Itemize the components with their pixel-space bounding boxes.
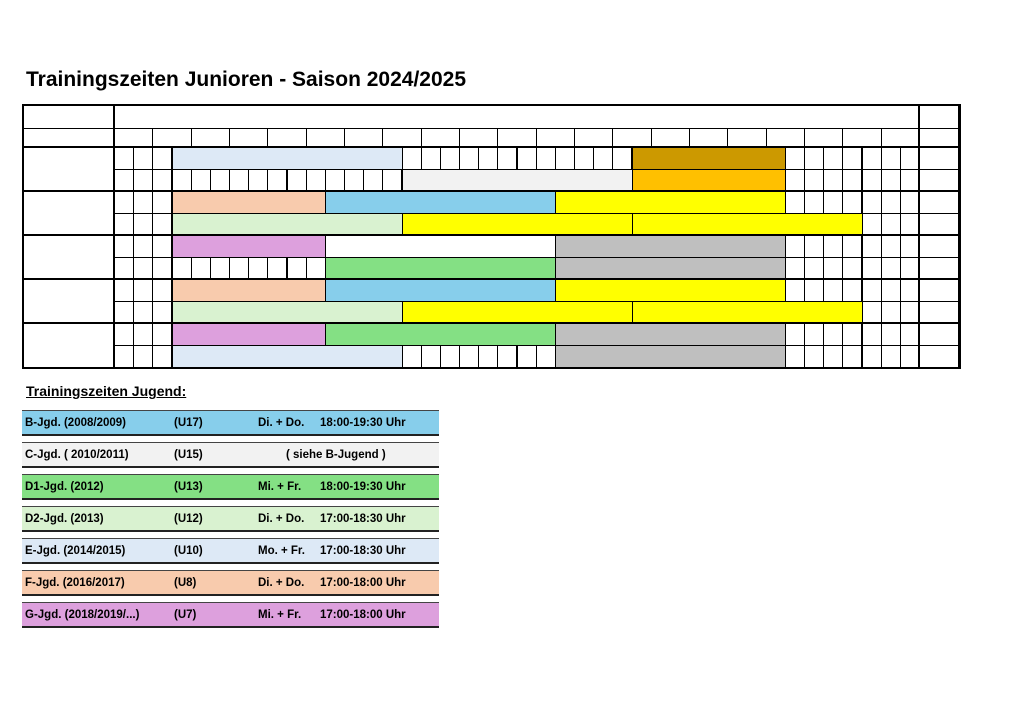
table-border [918, 104, 920, 369]
training-block [325, 235, 556, 258]
training-block [632, 147, 786, 170]
empty-slot [497, 147, 517, 170]
youth-heading: Trainingszeiten Jugend: [26, 383, 187, 399]
field-half-label [919, 257, 959, 280]
training-time: 18:00-19:30 Uhr [320, 481, 406, 493]
empty-slot [114, 301, 134, 324]
empty-slot [862, 147, 882, 170]
training-time: 17:00-18:30 Uhr [320, 545, 406, 557]
header-field-label [919, 105, 959, 129]
empty-slot [402, 345, 422, 368]
empty-slot [804, 191, 824, 214]
empty-slot [900, 191, 920, 214]
empty-slot [574, 147, 594, 170]
empty-slot [421, 147, 441, 170]
empty-slot [152, 169, 172, 192]
empty-slot [133, 169, 153, 192]
field-half-label [919, 235, 959, 258]
empty-slot [440, 147, 460, 170]
empty-slot [133, 301, 153, 324]
time-header-cell [306, 128, 345, 148]
empty-slot [114, 257, 134, 280]
empty-slot [536, 147, 556, 170]
empty-slot [842, 323, 862, 346]
empty-slot [804, 235, 824, 258]
empty-slot [133, 147, 153, 170]
empty-slot [133, 213, 153, 236]
table-border [959, 104, 961, 369]
empty-slot [881, 323, 901, 346]
time-header-cell [766, 128, 805, 148]
empty-slot [172, 257, 192, 280]
training-block [555, 257, 786, 280]
field-half-label [919, 191, 959, 214]
time-header-cell [267, 128, 306, 148]
empty-slot [842, 345, 862, 368]
empty-slot [133, 279, 153, 302]
training-block [172, 301, 403, 324]
age-group: (U12) [174, 513, 203, 525]
field-half-label [919, 169, 959, 192]
empty-slot [287, 257, 307, 280]
training-days: Di. + Do. [258, 513, 305, 525]
empty-slot [133, 345, 153, 368]
empty-slot [210, 169, 230, 192]
empty-slot [900, 257, 920, 280]
youth-row [22, 474, 439, 500]
empty-slot [306, 257, 326, 280]
empty-slot [900, 279, 920, 302]
empty-slot [900, 235, 920, 258]
empty-slot [785, 191, 805, 214]
team-name: D1-Jgd. (2012) [25, 481, 104, 493]
empty-slot [785, 345, 805, 368]
empty-slot [191, 257, 211, 280]
empty-slot [881, 279, 901, 302]
table-border [22, 104, 24, 369]
empty-slot [133, 257, 153, 280]
empty-slot [172, 169, 192, 192]
time-header-cell [152, 128, 191, 148]
empty-slot [785, 323, 805, 346]
empty-slot [382, 169, 402, 192]
empty-slot [881, 213, 901, 236]
training-block [172, 323, 326, 346]
day-separator [22, 146, 961, 148]
empty-slot [152, 345, 172, 368]
empty-slot [152, 191, 172, 214]
time-header-cell [881, 128, 920, 148]
empty-slot [306, 169, 326, 192]
empty-slot [191, 169, 211, 192]
day-separator [22, 190, 961, 192]
table-border [22, 367, 961, 369]
time-header-cell [114, 128, 153, 148]
empty-slot [152, 323, 172, 346]
empty-slot [862, 235, 882, 258]
empty-slot [900, 147, 920, 170]
training-block [402, 169, 633, 192]
table-border [113, 104, 115, 369]
time-header-cell [344, 128, 383, 148]
field-half-label [919, 147, 959, 170]
empty-slot [114, 169, 134, 192]
empty-slot [823, 345, 843, 368]
time-header-cell [574, 128, 613, 148]
empty-slot [842, 169, 862, 192]
age-group: (U15) [174, 449, 203, 461]
day-label [23, 279, 114, 324]
page-title: Trainingszeiten Junioren - Saison 2024/2025 [26, 68, 466, 91]
empty-slot [823, 279, 843, 302]
time-header-cell [191, 128, 230, 148]
time-header-cell [382, 128, 421, 148]
training-block [555, 279, 786, 302]
time-header-cell [842, 128, 881, 148]
empty-slot [325, 169, 345, 192]
empty-slot [555, 147, 575, 170]
empty-slot [114, 213, 134, 236]
empty-slot [114, 191, 134, 214]
empty-slot [517, 345, 537, 368]
age-group: (U7) [174, 609, 197, 621]
team-name: E-Jgd. (2014/2015) [25, 545, 126, 557]
empty-slot [152, 257, 172, 280]
empty-slot [881, 345, 901, 368]
field-half-label [919, 213, 959, 236]
empty-slot [900, 323, 920, 346]
training-time: ( siehe B-Jugend ) [286, 449, 386, 461]
time-header-cell [229, 128, 268, 148]
empty-slot [842, 235, 862, 258]
header-field-label [919, 128, 959, 148]
empty-slot [881, 235, 901, 258]
empty-slot [612, 147, 632, 170]
day-separator [22, 278, 961, 280]
empty-slot [900, 169, 920, 192]
empty-slot [900, 301, 920, 324]
empty-slot [804, 345, 824, 368]
training-block [402, 301, 633, 324]
empty-slot [862, 213, 882, 236]
empty-slot [823, 323, 843, 346]
training-block [555, 323, 786, 346]
team-name: B-Jgd. (2008/2009) [25, 417, 126, 429]
empty-slot [842, 257, 862, 280]
training-block [172, 345, 403, 368]
team-name: G-Jgd. (2018/2019/...) [25, 609, 140, 621]
time-header-cell [727, 128, 766, 148]
empty-slot [785, 279, 805, 302]
empty-slot [823, 169, 843, 192]
empty-slot [900, 345, 920, 368]
empty-slot [497, 345, 517, 368]
youth-row [22, 442, 439, 468]
age-group: (U13) [174, 481, 203, 493]
empty-slot [785, 147, 805, 170]
empty-slot [152, 213, 172, 236]
empty-slot [267, 169, 287, 192]
empty-slot [881, 191, 901, 214]
empty-slot [421, 345, 441, 368]
empty-slot [881, 301, 901, 324]
empty-slot [804, 257, 824, 280]
training-block [172, 213, 403, 236]
training-days: Mi. + Fr. [258, 609, 302, 621]
day-label [23, 235, 114, 280]
empty-slot [267, 257, 287, 280]
empty-slot [152, 147, 172, 170]
training-time: 17:00-18:30 Uhr [320, 513, 406, 525]
training-time: 18:00-19:30 Uhr [320, 417, 406, 429]
empty-slot [536, 345, 556, 368]
training-block [555, 235, 786, 258]
time-header-cell [689, 128, 728, 148]
empty-slot [517, 147, 537, 170]
training-days: Mo. + Fr. [258, 545, 305, 557]
empty-slot [114, 279, 134, 302]
youth-row [22, 506, 439, 532]
header-trainingszeiten [114, 105, 919, 129]
empty-slot [478, 147, 498, 170]
empty-slot [862, 279, 882, 302]
day-separator [22, 322, 961, 324]
empty-slot [881, 147, 901, 170]
training-days: Di. + Do. [258, 417, 305, 429]
training-block [325, 257, 556, 280]
team-name: C-Jgd. ( 2010/2011) [25, 449, 129, 461]
empty-slot [459, 345, 479, 368]
empty-slot [881, 169, 901, 192]
empty-slot [785, 257, 805, 280]
training-block [172, 279, 326, 302]
empty-slot [229, 169, 249, 192]
empty-slot [804, 169, 824, 192]
empty-slot [785, 169, 805, 192]
training-block [172, 191, 326, 214]
day-label [23, 147, 114, 192]
empty-slot [804, 279, 824, 302]
empty-slot [152, 235, 172, 258]
youth-row [22, 538, 439, 564]
empty-slot [133, 191, 153, 214]
empty-slot [440, 345, 460, 368]
youth-row [22, 570, 439, 596]
age-group: (U17) [174, 417, 203, 429]
time-header-cell [804, 128, 843, 148]
empty-slot [862, 301, 882, 324]
empty-slot [804, 323, 824, 346]
empty-slot [842, 279, 862, 302]
empty-slot [114, 323, 134, 346]
training-block [632, 213, 863, 236]
day-label [23, 323, 114, 368]
empty-slot [823, 191, 843, 214]
empty-slot [478, 345, 498, 368]
training-block [632, 301, 863, 324]
training-block [172, 147, 403, 170]
empty-slot [900, 213, 920, 236]
training-block [555, 345, 786, 368]
empty-slot [133, 235, 153, 258]
empty-slot [881, 257, 901, 280]
empty-slot [248, 257, 268, 280]
training-block [632, 169, 786, 192]
empty-slot [862, 169, 882, 192]
empty-slot [114, 147, 134, 170]
empty-slot [804, 147, 824, 170]
header-day-label [23, 128, 114, 148]
day-separator [22, 234, 961, 236]
time-header-cell [536, 128, 575, 148]
field-half-label [919, 279, 959, 302]
youth-row [22, 410, 439, 436]
empty-slot [459, 147, 479, 170]
empty-slot [114, 345, 134, 368]
empty-slot [210, 257, 230, 280]
empty-slot [114, 235, 134, 258]
empty-slot [152, 301, 172, 324]
training-block [325, 191, 556, 214]
time-header-cell [612, 128, 651, 148]
empty-slot [344, 169, 364, 192]
empty-slot [823, 147, 843, 170]
empty-slot [862, 191, 882, 214]
training-block [402, 213, 633, 236]
time-header-cell [651, 128, 690, 148]
empty-slot [862, 257, 882, 280]
table-border [22, 104, 961, 106]
empty-slot [862, 345, 882, 368]
empty-slot [862, 323, 882, 346]
training-block [555, 191, 786, 214]
time-header-cell [459, 128, 498, 148]
field-half-label [919, 323, 959, 346]
field-half-label [919, 301, 959, 324]
age-group: (U8) [174, 577, 197, 589]
empty-slot [248, 169, 268, 192]
training-block [325, 323, 556, 346]
empty-slot [593, 147, 613, 170]
empty-slot [133, 323, 153, 346]
training-time: 17:00-18:00 Uhr [320, 577, 406, 589]
empty-slot [363, 169, 383, 192]
youth-row [22, 602, 439, 628]
team-name: F-Jgd. (2016/2017) [25, 577, 125, 589]
day-label [23, 191, 114, 236]
training-block [172, 235, 326, 258]
header-day-label [23, 105, 114, 129]
empty-slot [229, 257, 249, 280]
empty-slot [842, 147, 862, 170]
empty-slot [823, 257, 843, 280]
training-block [325, 279, 556, 302]
time-header-cell [497, 128, 536, 148]
empty-slot [287, 169, 307, 192]
team-name: D2-Jgd. (2013) [25, 513, 104, 525]
training-days: Mi. + Fr. [258, 481, 302, 493]
time-header-cell [421, 128, 460, 148]
empty-slot [823, 235, 843, 258]
training-time: 17:00-18:00 Uhr [320, 609, 406, 621]
empty-slot [785, 235, 805, 258]
field-half-label [919, 345, 959, 368]
empty-slot [842, 191, 862, 214]
age-group: (U10) [174, 545, 203, 557]
empty-slot [402, 147, 422, 170]
empty-slot [152, 279, 172, 302]
training-days: Di. + Do. [258, 577, 305, 589]
